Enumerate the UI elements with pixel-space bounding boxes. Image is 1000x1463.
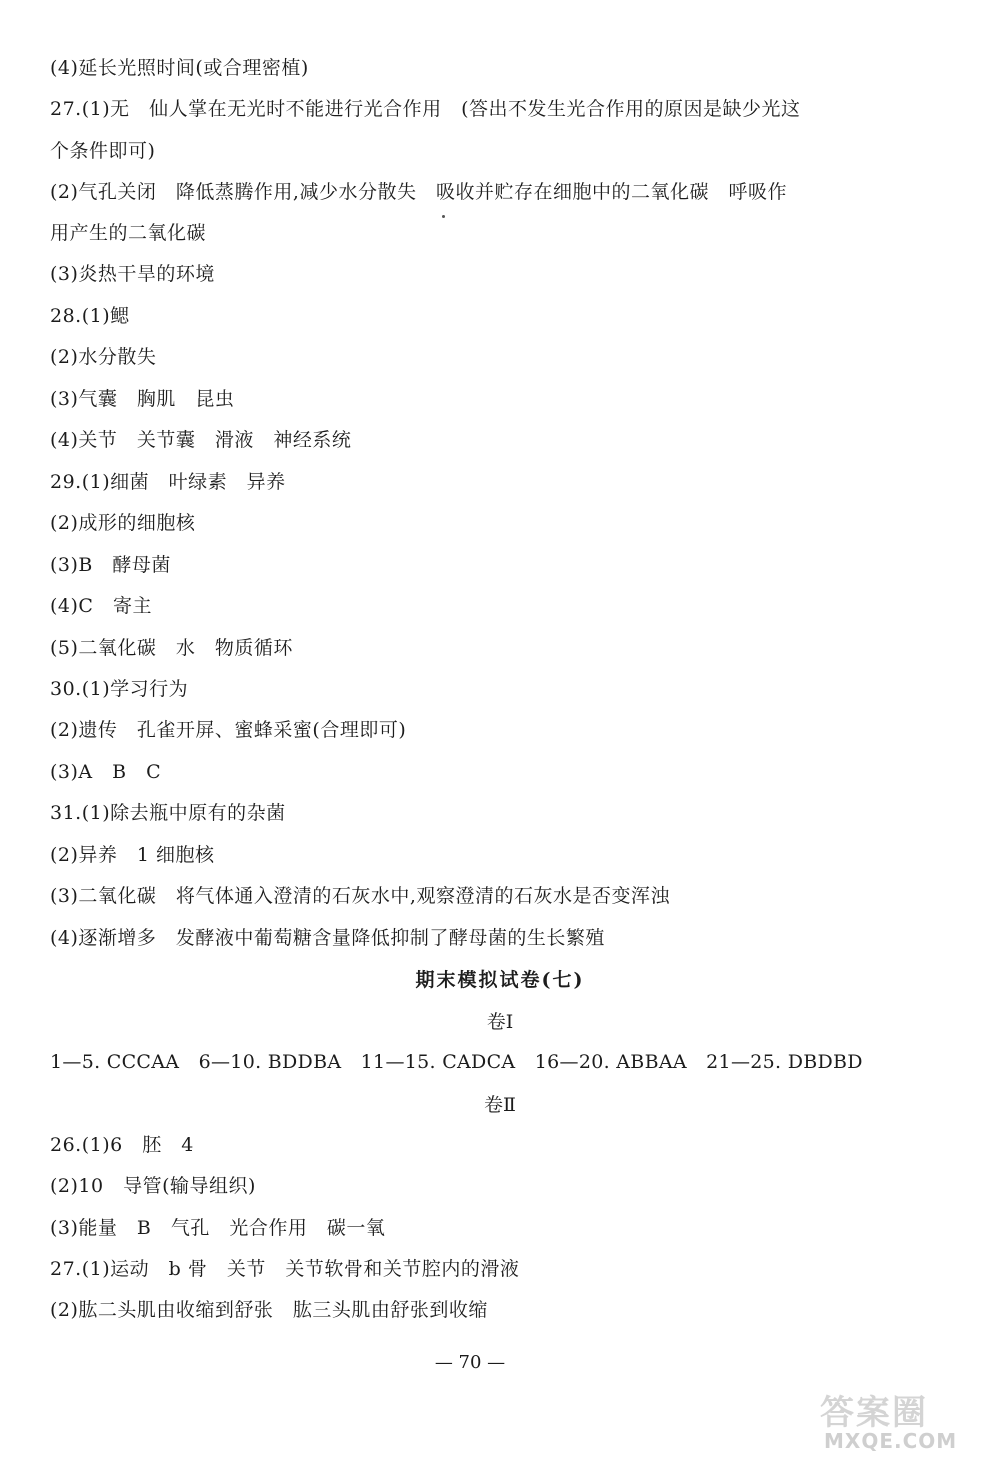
part1-answers: 1—5. CCCAA 6—10. BDDBA 11—15. CADCA 16—20. ABBAA 21—25. DBDBD bbox=[50, 1051, 863, 1073]
answer-line: (3)A B C bbox=[50, 761, 162, 783]
answer-line: (4)延长光照时间(或合理密植) bbox=[50, 57, 309, 79]
answer-line: (2)肱二头肌由收缩到舒张 肱三头肌由舒张到收缩 bbox=[50, 1299, 488, 1321]
answer-line: 30.(1)学习行为 bbox=[50, 678, 189, 700]
watermark-url: MXQE.COM bbox=[824, 1429, 958, 1453]
answer-line: (2)气孔关闭 降低蒸腾作用,减少水分散失 吸收并贮存在细胞中的二氧化碳 呼吸作 bbox=[50, 181, 787, 203]
speck-mark bbox=[442, 215, 445, 218]
answer-line: 27.(1)无 仙人掌在无光时不能进行光合作用 (答出不发生光合作用的原因是缺少光这 bbox=[50, 98, 801, 120]
answer-line: (3)炎热干旱的环境 bbox=[50, 263, 215, 285]
answer-line: (2)遗传 孔雀开屏、蜜蜂采蜜(合理即可) bbox=[50, 719, 407, 741]
section-title: 期末模拟试卷(七) bbox=[415, 969, 585, 991]
answer-line: 27.(1)运动 b 骨 关节 关节软骨和关节腔内的滑液 bbox=[50, 1258, 520, 1280]
answer-line: (4)C 寄主 bbox=[50, 595, 152, 617]
answer-line: (4)关节 关节囊 滑液 神经系统 bbox=[50, 429, 352, 451]
page-number: — 70 — bbox=[434, 1352, 506, 1373]
part1-title: 卷Ⅰ bbox=[486, 1011, 514, 1033]
answer-line: (2)成形的细胞核 bbox=[50, 512, 196, 534]
answer-line: (2)水分散失 bbox=[50, 346, 157, 368]
answer-line: 28.(1)鳃 bbox=[50, 305, 130, 327]
answer-line: 29.(1)细菌 叶绿素 异养 bbox=[50, 471, 286, 493]
answer-line: (4)逐渐增多 发酵液中葡萄糖含量降低抑制了酵母菌的生长繁殖 bbox=[50, 927, 605, 949]
answer-line: (2)10 导管(输导组织) bbox=[50, 1175, 256, 1197]
answer-line: 26.(1)6 胚 4 bbox=[50, 1134, 194, 1156]
answer-line: (3)气囊 胸肌 昆虫 bbox=[50, 388, 235, 410]
answer-line: (3)能量 B 气孔 光合作用 碳一氧 bbox=[50, 1217, 386, 1239]
watermark-logo bbox=[820, 1385, 990, 1455]
answer-line: 31.(1)除去瓶中原有的杂菌 bbox=[50, 802, 286, 824]
watermark-text: 答案圈 bbox=[820, 1393, 928, 1433]
answer-line: (2)异养 1 细胞核 bbox=[50, 844, 215, 866]
answer-line: (5)二氧化碳 水 物质循环 bbox=[50, 637, 293, 659]
answer-line: (3)二氧化碳 将气体通入澄清的石灰水中,观察澄清的石灰水是否变浑浊 bbox=[50, 885, 670, 907]
answer-line: 用产生的二氧化碳 bbox=[50, 222, 207, 244]
answer-line: (3)B 酵母菌 bbox=[50, 554, 171, 576]
part2-title: 卷Ⅱ bbox=[484, 1094, 516, 1116]
answer-line: 个条件即可) bbox=[50, 140, 156, 162]
